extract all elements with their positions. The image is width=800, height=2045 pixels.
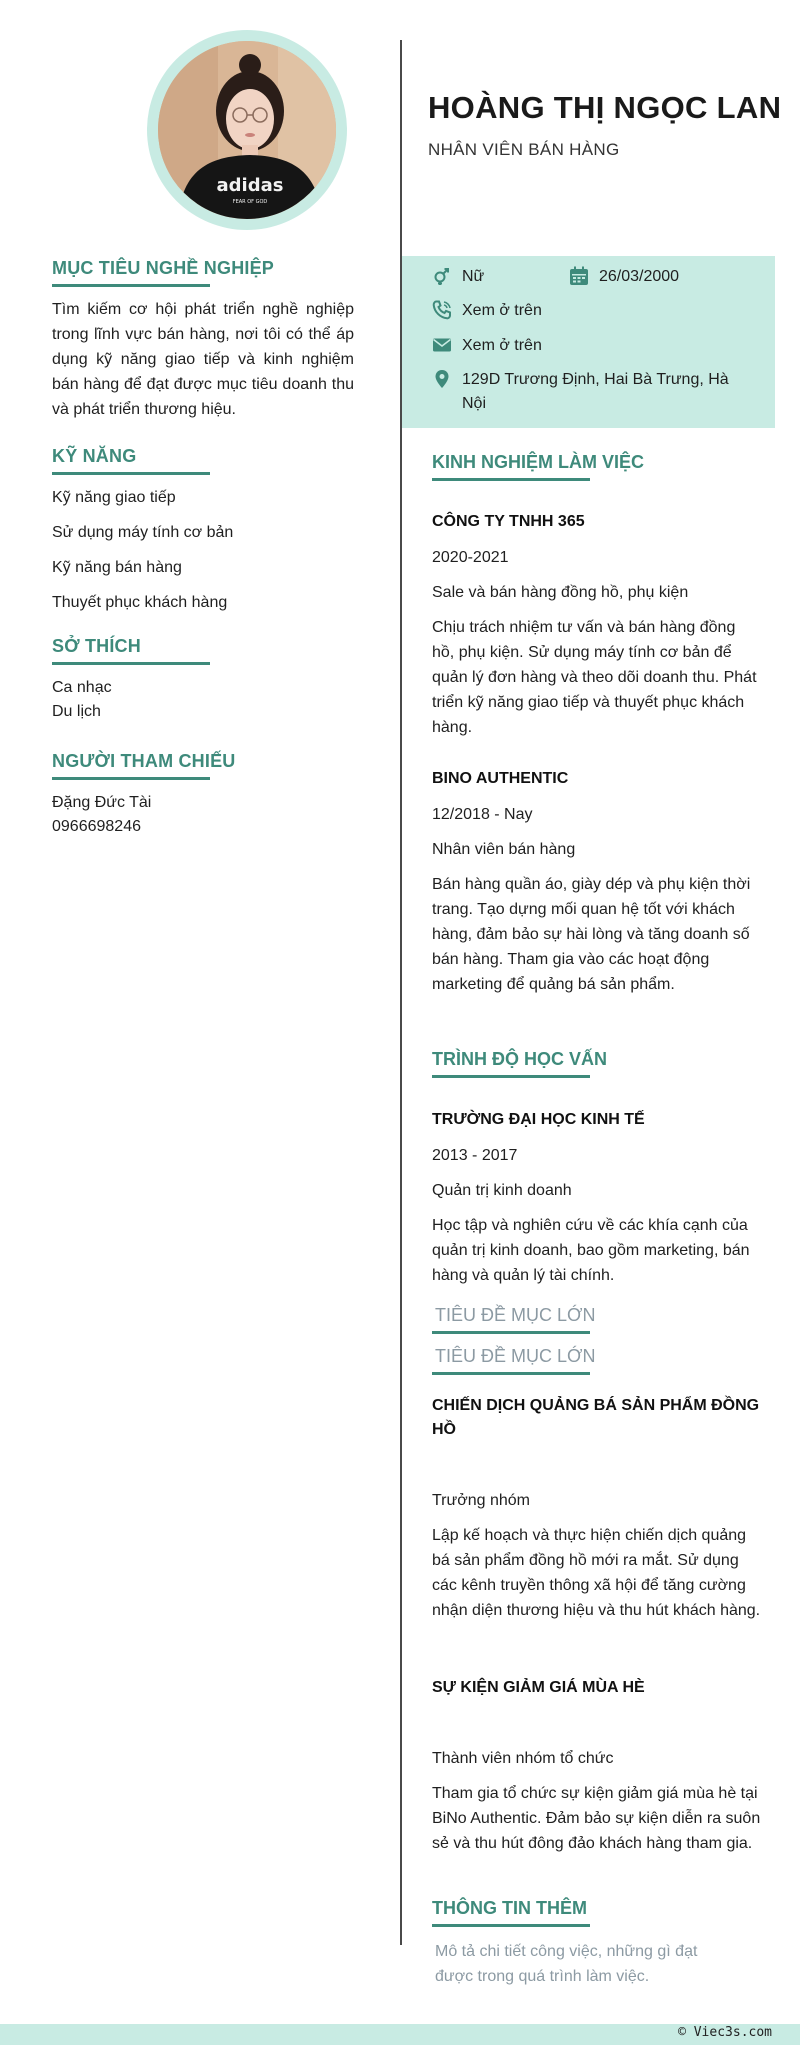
objective-section bbox=[52, 258, 354, 422]
job-company: CÔNG TY TNHH 365 bbox=[432, 513, 585, 530]
placeholder-heading bbox=[432, 1346, 762, 1375]
hobbies-title: SỞ THÍCH bbox=[52, 636, 141, 656]
hobbies-section bbox=[52, 636, 354, 724]
job-position: Sale và bán hàng đồng hồ, phụ kiện bbox=[432, 584, 689, 601]
education-underline bbox=[432, 1075, 590, 1078]
education-period: 2013 - 2017 bbox=[432, 1147, 518, 1164]
education-section bbox=[432, 1049, 762, 1078]
placeholder-heading-underline bbox=[432, 1372, 590, 1375]
gender-value: Nữ bbox=[462, 268, 485, 285]
calendar-icon bbox=[569, 266, 589, 286]
skill-item: Thuyết phục khách hàng bbox=[52, 594, 228, 611]
objective-underline bbox=[52, 284, 210, 287]
address-value: 129D Trương Định, Hai Bà Trưng, Hà Nội bbox=[462, 371, 729, 412]
education-title: TRÌNH ĐỘ HỌC VẤN bbox=[432, 1049, 607, 1069]
experience-title: KINH NGHIỆM LÀM VIỆC bbox=[432, 452, 645, 472]
avatar-illustration bbox=[158, 41, 336, 219]
email-icon bbox=[432, 335, 452, 355]
experience-section bbox=[432, 452, 762, 481]
skills-title: KỸ NĂNG bbox=[52, 446, 137, 466]
skills-section bbox=[52, 446, 354, 628]
extra-section bbox=[432, 1898, 762, 1989]
project-description: Lập kế hoạch và thực hiện chiến dịch quảng bá sản phẩm đồng hồ mới ra mắt. Sử dụng các kênh truyền thông xã hội để tăng cường nhận diện thương hiệu và thu hút khách hàng. bbox=[432, 1527, 761, 1619]
extra-underline bbox=[432, 1924, 590, 1927]
objective-text: Tìm kiếm cơ hội phát triển nghề nghiệp trong lĩnh vực bán hàng, nơi tôi có thể áp dụng kỹ năng giao tiếp và kinh nghiệm bán hàng để đạt được mục tiêu doanh thu và phát triển thương hiệu. bbox=[52, 301, 354, 418]
job-description: Bán hàng quần áo, giày dép và phụ kiện thời trang. Tạo dựng mối quan hệ tốt với khách hàng, đảm bảo sự hài lòng và tăng doanh số bán hàng. Tham gia vào các hoạt động marketing để quảng bá sản phẩm. bbox=[432, 876, 751, 993]
job-position: Nhân viên bán hàng bbox=[432, 841, 576, 858]
extra-text: Mô tả chi tiết công việc, những gì đạt được trong quá trình làm việc. bbox=[435, 1943, 698, 1985]
avatar-shirt-logo: adidas bbox=[216, 175, 284, 196]
reference-phone: 0966698246 bbox=[52, 818, 141, 835]
placeholder-heading-text: TIÊU ĐỀ MỤC LỚN bbox=[435, 1305, 596, 1325]
project-entry bbox=[432, 1676, 762, 1856]
skill-item: Kỹ năng bán hàng bbox=[52, 559, 182, 576]
experience-underline bbox=[432, 478, 590, 481]
avatar-frame bbox=[147, 30, 347, 230]
job-period: 12/2018 - Nay bbox=[432, 806, 533, 823]
project-description: Tham gia tổ chức sự kiện giảm giá mùa hè tại BiNo Authentic. Đảm bảo sự kiện diễn ra suôn sẻ và thu hút đông đảo khách hàng tham gia. bbox=[432, 1785, 761, 1852]
person-role: NHÂN VIÊN BÁN HÀNG bbox=[428, 140, 620, 159]
reference-section bbox=[52, 751, 354, 839]
education-major: Quản trị kinh doanh bbox=[432, 1182, 572, 1199]
project-role: Thành viên nhóm tổ chức bbox=[432, 1750, 614, 1767]
education-school: TRƯỜNG ĐẠI HỌC KINH TẾ bbox=[432, 1111, 645, 1128]
location-icon bbox=[432, 369, 452, 389]
phone-icon bbox=[432, 300, 452, 320]
reference-title: NGƯỜI THAM CHIẾU bbox=[52, 751, 236, 771]
avatar-shirt-subtext: FEAR OF GOD bbox=[232, 199, 268, 205]
project-role: Trưởng nhóm bbox=[432, 1492, 530, 1509]
job-period: 2020-2021 bbox=[432, 549, 509, 566]
placeholder-heading-text: TIÊU ĐỀ MỤC LỚN bbox=[435, 1346, 596, 1366]
reference-underline bbox=[52, 777, 210, 780]
education-entry bbox=[432, 1108, 762, 1288]
skills-underline bbox=[52, 472, 210, 475]
project-name: CHIẾN DỊCH QUẢNG BÁ SẢN PHẨM ĐỒNG HỒ bbox=[432, 1397, 760, 1438]
skill-item: Kỹ năng giao tiếp bbox=[52, 489, 176, 506]
hobby-item: Du lịch bbox=[52, 703, 101, 720]
placeholder-heading-underline bbox=[432, 1331, 590, 1334]
avatar bbox=[158, 41, 336, 219]
job-entry bbox=[432, 767, 762, 997]
contact-panel bbox=[402, 256, 775, 428]
gender-icon bbox=[432, 266, 452, 286]
phone-value: Xem ở trên bbox=[462, 302, 542, 319]
footer-watermark: © Viec3s.com bbox=[678, 2025, 772, 2040]
person-name: HOÀNG THỊ NGỌC LAN bbox=[428, 90, 782, 125]
job-description: Chịu trách nhiệm tư vấn và bán hàng đồng hồ, phụ kiện. Sử dụng máy tính cơ bản để quản lý đơn hàng và theo dõi doanh thu. Phát triển kỹ năng giao tiếp và thuyết phục khách hàng. bbox=[432, 619, 757, 736]
hobbies-underline bbox=[52, 662, 210, 665]
placeholder-heading bbox=[432, 1305, 762, 1334]
job-entry bbox=[432, 510, 762, 740]
reference-name: Đặng Đức Tài bbox=[52, 794, 152, 811]
extra-title: THÔNG TIN THÊM bbox=[432, 1898, 587, 1918]
skill-item: Sử dụng máy tính cơ bản bbox=[52, 524, 234, 541]
birthday-value: 26/03/2000 bbox=[599, 268, 680, 285]
objective-title: MỤC TIÊU NGHỀ NGHIỆP bbox=[52, 258, 275, 278]
email-value: Xem ở trên bbox=[462, 337, 542, 354]
project-entry bbox=[432, 1394, 762, 1623]
job-company: BINO AUTHENTIC bbox=[432, 770, 569, 787]
project-name: SỰ KIỆN GIẢM GIÁ MÙA HÈ bbox=[432, 1679, 645, 1696]
hobby-item: Ca nhạc bbox=[52, 679, 112, 696]
education-description: Học tập và nghiên cứu về các khía cạnh của quản trị kinh doanh, bao gồm marketing, bán hàng và quản lý tài chính. bbox=[432, 1217, 750, 1284]
